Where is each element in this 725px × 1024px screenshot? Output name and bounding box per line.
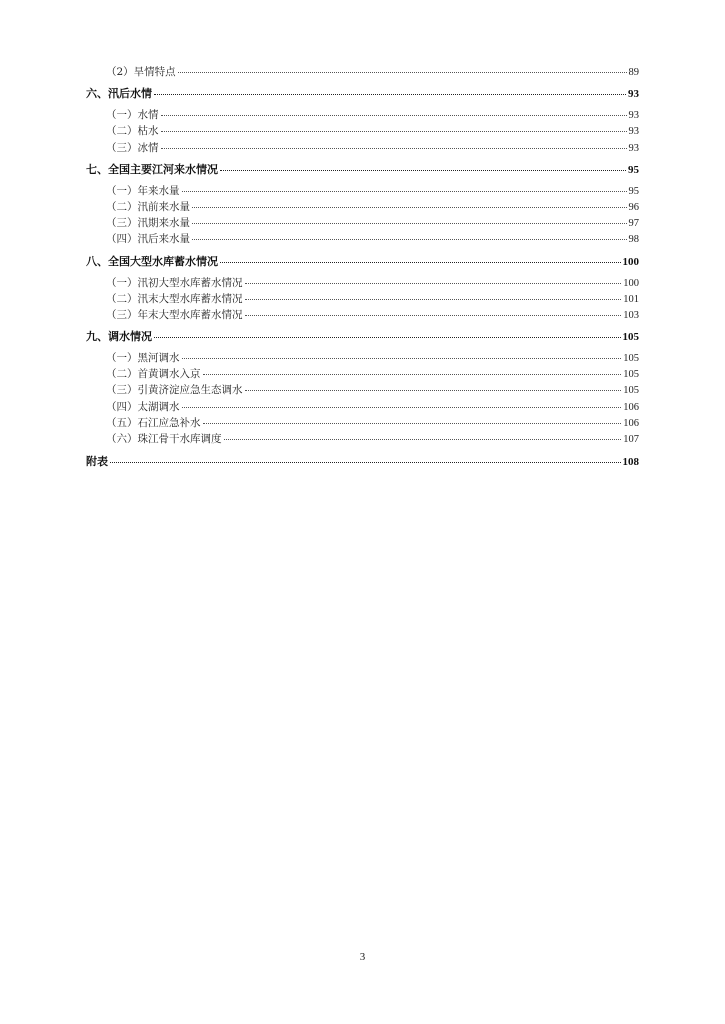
- toc-entry-title: （二）枯水: [106, 125, 159, 138]
- toc-entry-title: （四）汛后来水量: [106, 233, 190, 246]
- toc-entry-title: （二）汛前来水量: [106, 200, 190, 213]
- toc-chapter-entry[interactable]: [86, 161, 639, 179]
- toc-dot-leader: [182, 351, 622, 362]
- toc-entry-page: 93: [628, 88, 639, 101]
- toc-entry-page: 106: [623, 417, 639, 429]
- toc-entry-title: （五）石江应急补水: [106, 416, 201, 429]
- toc-section-entry[interactable]: [86, 215, 639, 231]
- toc-entry-title: （一）黑河调水: [106, 352, 180, 365]
- toc-dot-leader: [245, 307, 622, 318]
- toc-section-entry[interactable]: [86, 350, 639, 366]
- toc-dot-leader: [245, 383, 622, 394]
- toc-section-entry[interactable]: [86, 140, 639, 156]
- toc-dot-leader: [154, 329, 621, 340]
- toc-entry-title: （三）冰情: [106, 141, 159, 154]
- toc-dot-leader: [192, 199, 627, 210]
- toc-entry-page: 98: [628, 234, 639, 246]
- toc-entry-title: 附表: [86, 455, 108, 469]
- toc-section-entry[interactable]: [86, 415, 639, 431]
- toc-entry-page: 106: [623, 401, 639, 413]
- toc-entry-title: （三）年末大型水库蓄水情况: [106, 308, 243, 321]
- toc-entry-page: 103: [623, 309, 639, 321]
- toc-entry-page: 97: [628, 218, 639, 230]
- toc-dot-leader: [161, 124, 627, 135]
- toc-entry-page: 89: [628, 67, 639, 78]
- toc-entry-title: （一）汛初大型水库蓄水情况: [106, 276, 243, 289]
- toc-section-entry[interactable]: [86, 275, 639, 291]
- toc-dot-leader: [182, 183, 627, 194]
- toc-entry-title: （六）珠江骨干水库调度: [106, 433, 222, 445]
- toc-entry-title: （一）年来水量: [106, 184, 180, 197]
- table-of-contents: [86, 64, 639, 475]
- toc-entry-title: （2）旱情特点: [106, 66, 176, 78]
- toc-dot-leader: [220, 162, 626, 173]
- toc-entry-page: 95: [628, 185, 639, 197]
- toc-dot-leader: [178, 65, 627, 76]
- toc-entry-title: （三）引黄济淀应急生态调水: [106, 384, 243, 397]
- toc-dot-leader: [192, 232, 627, 243]
- toc-entry-page: 96: [628, 201, 639, 213]
- toc-section-entry[interactable]: [86, 64, 639, 80]
- toc-chapter-entry[interactable]: [86, 453, 639, 471]
- toc-dot-leader: [192, 216, 627, 227]
- toc-entry-title: 七、全国主要江河来水情况: [86, 162, 218, 176]
- toc-entry-page: 105: [622, 331, 639, 344]
- toc-dot-leader: [110, 454, 621, 465]
- toc-entry-title: （一）水情: [106, 109, 159, 122]
- toc-section-entry[interactable]: [86, 199, 639, 215]
- toc-entry-title: 九、调水情况: [86, 330, 152, 344]
- toc-dot-leader: [203, 415, 622, 426]
- toc-dot-leader: [220, 254, 621, 265]
- toc-entry-page: 101: [623, 293, 639, 305]
- toc-section-entry[interactable]: [86, 431, 639, 447]
- toc-dot-leader: [245, 291, 622, 302]
- toc-entry-title: （三）汛期来水量: [106, 217, 190, 230]
- toc-section-entry[interactable]: [86, 123, 639, 139]
- toc-chapter-entry[interactable]: [86, 253, 639, 271]
- toc-dot-leader: [182, 399, 622, 410]
- toc-section-entry[interactable]: [86, 291, 639, 307]
- toc-section-entry[interactable]: [86, 107, 639, 123]
- toc-entry-page: 107: [623, 434, 639, 445]
- toc-section-entry[interactable]: [86, 231, 639, 247]
- toc-entry-page: 100: [623, 277, 639, 289]
- toc-entry-title: （二）首黄调水入京: [106, 368, 201, 381]
- toc-entry-page: 105: [623, 369, 639, 381]
- toc-section-entry[interactable]: [86, 183, 639, 199]
- toc-entry-title: （二）汛末大型水库蓄水情况: [106, 292, 243, 305]
- toc-entry-page: 93: [628, 110, 639, 122]
- toc-dot-leader: [154, 86, 626, 97]
- page-number: 3: [359, 951, 366, 963]
- toc-entry-page: 108: [622, 456, 639, 469]
- toc-entry-page: 93: [628, 142, 639, 154]
- toc-entry-page: 93: [628, 126, 639, 138]
- toc-section-entry[interactable]: [86, 366, 639, 382]
- toc-entry-title: 六、汛后水情: [86, 87, 152, 101]
- toc-section-entry[interactable]: [86, 399, 639, 415]
- toc-entry-page: 95: [628, 163, 639, 176]
- toc-dot-leader: [224, 432, 622, 443]
- toc-entry-page: 100: [622, 255, 639, 268]
- toc-entry-title: 八、全国大型水库蓄水情况: [86, 254, 218, 268]
- toc-entry-title: （四）太湖调水: [106, 400, 180, 413]
- toc-entry-page: 105: [623, 353, 639, 365]
- toc-dot-leader: [203, 367, 622, 378]
- toc-entry-page: 105: [623, 385, 639, 397]
- toc-chapter-entry[interactable]: [86, 85, 639, 103]
- toc-chapter-entry[interactable]: [86, 328, 639, 346]
- toc-section-entry[interactable]: [86, 307, 639, 323]
- toc-dot-leader: [161, 108, 627, 119]
- toc-dot-leader: [161, 140, 627, 151]
- toc-dot-leader: [245, 275, 622, 286]
- toc-section-entry[interactable]: [86, 382, 639, 398]
